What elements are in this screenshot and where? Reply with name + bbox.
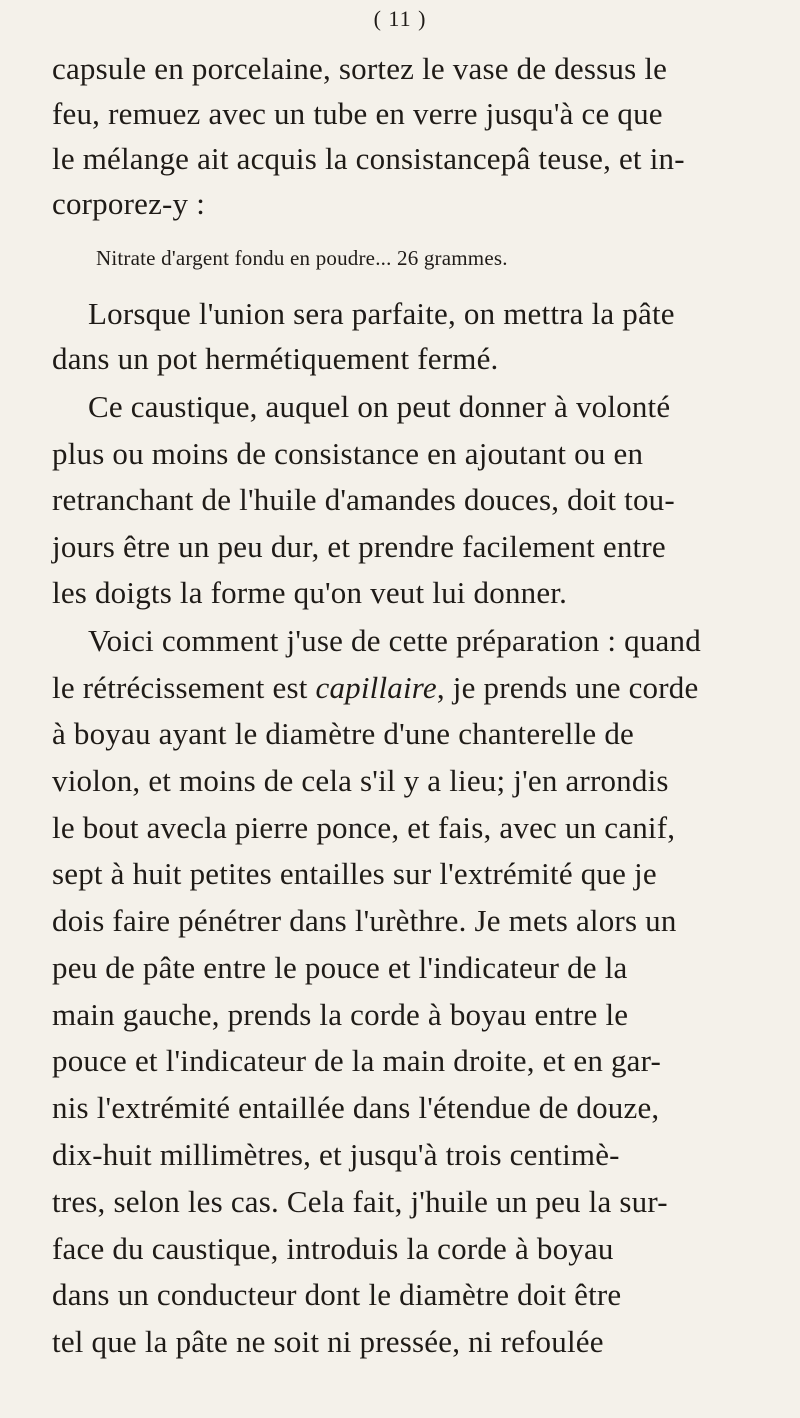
text-line-20: peu de pâte entre le pouce et l'indicateur de la xyxy=(52,950,628,985)
text-line-14 xyxy=(52,666,698,710)
text-line-11: jours être un peu dur, et prendre facilement entre xyxy=(52,529,666,564)
text-line-25: tres, selon les cas. Cela fait, j'huile un peu la sur- xyxy=(52,1184,668,1219)
text-line-21: main gauche, prends la corde à boyau entre le xyxy=(52,997,629,1032)
text-line-10: retranchant de l'huile d'amandes douces, doit tou- xyxy=(52,482,675,517)
text-segment-start: le rétrécissement est xyxy=(52,670,308,705)
ingredient-line: Nitrate d'argent fondu en poudre... 26 grammes. xyxy=(96,246,508,270)
text-line-4: corporez-y : xyxy=(52,186,206,221)
text-line-1: capsule en porcelaine, sortez le vase de dessus le xyxy=(52,51,668,86)
text-line-17: le bout avecla pierre ponce, et fais, avec un canif, xyxy=(52,810,676,845)
text-line-6: Lorsque l'union sera parfaite, on mettra la pâte xyxy=(88,296,675,331)
text-line-19: dois faire pénétrer dans l'urèthre. Je mets alors un xyxy=(52,903,677,938)
text-line-18: sept à huit petites entailles sur l'extrémité que je xyxy=(52,856,657,891)
text-segment-end: , je prends une corde xyxy=(436,670,699,705)
text-line-22: pouce et l'indicateur de la main droite, et en gar- xyxy=(52,1043,662,1078)
text-line-3: le mélange ait acquis la consistancepâ teuse, et in- xyxy=(52,141,685,176)
text-line-24: dix-huit millimètres, et jusqu'à trois centimè- xyxy=(52,1137,620,1172)
text-line-7: dans un pot hermétiquement fermé. xyxy=(52,341,499,376)
page-number: ( 11 ) xyxy=(373,6,427,31)
text-line-8: Ce caustique, auquel on peut donner à volonté xyxy=(88,389,671,424)
text-line-27: dans un conducteur dont le diamètre doit être xyxy=(52,1277,622,1312)
text-line-12: les doigts la forme qu'on veut lui donner. xyxy=(52,575,568,610)
text-line-9: plus ou moins de consistance en ajoutant ou en xyxy=(52,436,644,471)
text-line-28: tel que la pâte ne soit ni pressée, ni refoulée xyxy=(52,1324,604,1359)
text-line-26: face du caustique, introduis la corde à boyau xyxy=(52,1231,614,1266)
italic-term: capillaire xyxy=(315,670,437,705)
text-line-2: feu, remuez avec un tube en verre jusqu'à ce que xyxy=(52,96,663,131)
text-line-23: nis l'extrémité entaillée dans l'étendue de douze, xyxy=(52,1090,660,1125)
text-line-13: Voici comment j'use de cette préparation : quand xyxy=(88,623,701,658)
text-line-16: violon, et moins de cela s'il y a lieu; j'en arrondis xyxy=(52,763,669,798)
text-line-15: à boyau ayant le diamètre d'une chanterelle de xyxy=(52,716,634,751)
